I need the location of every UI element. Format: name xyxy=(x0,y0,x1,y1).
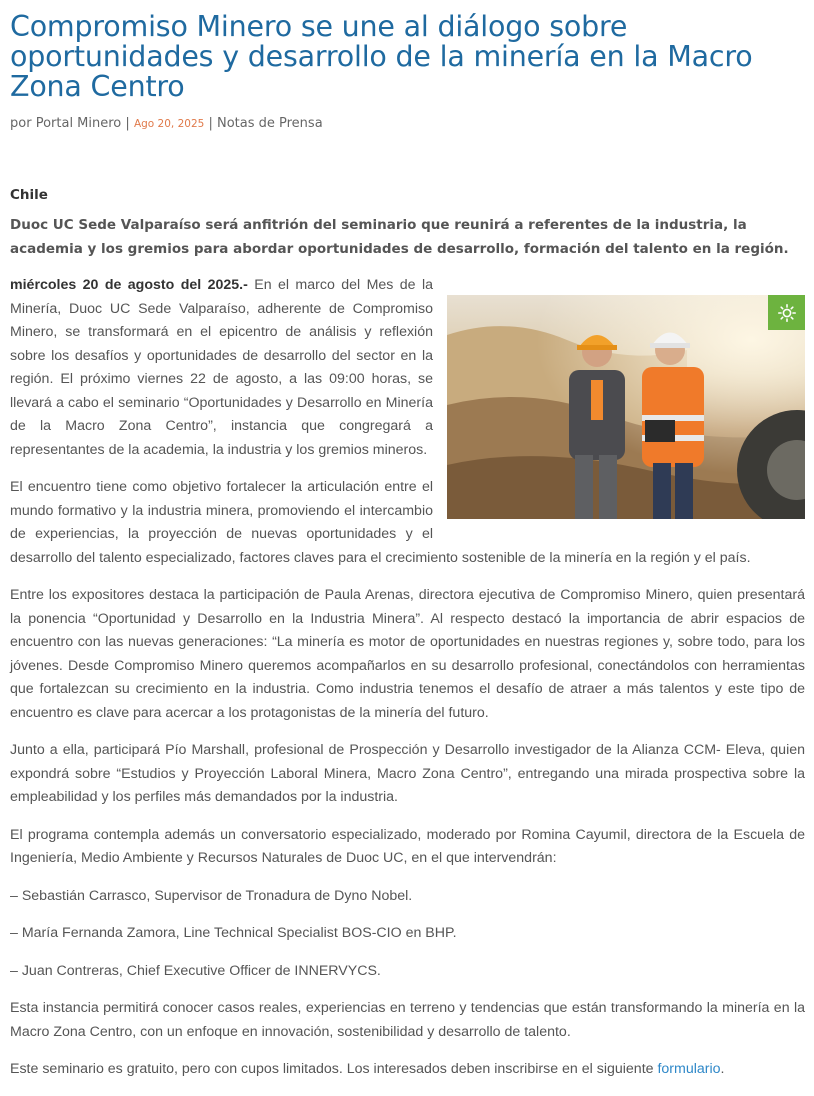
mining-workers-illustration xyxy=(447,295,805,519)
speaker-item: – Sebastián Carrasco, Supervisor de Tronadura de Dyno Nobel. xyxy=(10,887,413,904)
paragraph-1-text: En el marco del Mes de la Minería, Duoc UC Sede Valparaíso, adherente de Compromiso Minero, se transformará en el epicentro de análisis y reflexión sobre los desafíos y oportunidades de desarrollo del sector en la región. El próximo viernes 22 de agosto, a las 09:00 horas, se llevará a cabo el seminario “Oportunidades y Desarrollo en Minería de la Macro Zona Centro”, instancia que congregará a representantes de la academia, la industria y los gremios mineros. xyxy=(10,277,434,458)
paragraph-4: Junto a ella, participará Pío Marshall, profesional de Prospección y Desarrollo investigador de la Alianza CCM- Eleva, quien expondrá sobre “Estudios y Proyección Laboral Minera, Macro Zona Centro”, entregando una mirada prospectiva sobre la empleabilidad y los perfiles más demandados por la industria. xyxy=(10,742,805,805)
post-date: Ago 20, 2025 xyxy=(133,118,205,130)
article-photo xyxy=(447,295,805,519)
theme-toggle-button[interactable] xyxy=(768,295,805,330)
separator: | xyxy=(208,116,213,131)
category-link[interactable]: Notas de Prensa xyxy=(216,116,323,131)
paragraph-6: Esta instancia permitirá conocer casos reales, experiencias en terreno y tendencias que están transformando la minería en la Macro Zona Centro, con un enfoque en innovación, sostenibilidad y desarrollo de talento. xyxy=(10,1000,805,1040)
article-title: Compromiso Minero se une al diálogo sobre oportunidades y desarrollo de la minería en la Macro Zona Centro xyxy=(10,10,753,103)
speaker-item: – Juan Contreras, Chief Executive Officer de INNERVYCS. xyxy=(10,962,381,979)
country-label: Chile xyxy=(10,187,48,203)
lead-paragraph: Duoc UC Sede Valparaíso será anfitrión del seminario que reunirá a referentes de la industria, la academia y los gremios para abordar oportunidades de desarrollo, formación del talento en la región. xyxy=(10,217,789,257)
paragraph-7 xyxy=(10,1058,805,1082)
byline-prefix: por xyxy=(10,116,32,131)
registration-form-link[interactable]: formulario xyxy=(657,1061,721,1077)
author-link[interactable]: Portal Minero xyxy=(35,116,122,131)
separator: | xyxy=(125,116,130,131)
paragraph-2: El encuentro tiene como objetivo fortalecer la articulación entre el mundo formativo y la industria minera, promoviendo el intercambio de experiencias, la proyección de nuevas oportunidades y el desarrollo del talento especializado, factores claves para el crecimiento sostenible de la minería en la región y el país. xyxy=(10,479,751,566)
speaker-item: – María Fernanda Zamora, Line Technical Specialist BOS-CIO en BHP. xyxy=(10,925,457,941)
article-body xyxy=(10,274,805,1096)
paragraph-5: El programa contempla además un conversatorio especializado, moderado por Romina Cayumil, directora de la Escuela de Ingeniería, Medio Ambiente y Recursos Naturales de Duoc UC, en el que intervendrán: xyxy=(10,826,805,866)
paragraph-7-text: Este seminario es gratuito, pero con cupos limitados. Los interesados deben inscribirse en el siguiente xyxy=(10,1061,658,1077)
paragraph-7-end: . xyxy=(720,1061,725,1077)
paragraph-3: Entre los expositores destaca la participación de Paula Arenas, directora ejecutiva de Compromiso Minero, quien presentará la ponencia “Oportunidad y Desarrollo en la Industria Minera”. Al respecto destacó la importancia de abrir espacios de encuentro con las nuevas generaciones: “La minería es motor de oportunidades en nuestras regiones y, sobre todo, para los jóvenes. Desde Compromiso Minero queremos acompañarlos en su desarrollo profesional, conectándolos con herramientas que fortalezcan su crecimiento en la industria. Como industria tenemos el desafío de atraer a más talentos y este tipo de encuentro es clave para acercar a los protagonistas de la minería del futuro. xyxy=(10,587,805,721)
byline xyxy=(10,116,805,131)
article xyxy=(10,0,805,1077)
dateline: miércoles 20 de agosto del 2025.- xyxy=(10,277,248,293)
sun-icon xyxy=(778,304,796,322)
